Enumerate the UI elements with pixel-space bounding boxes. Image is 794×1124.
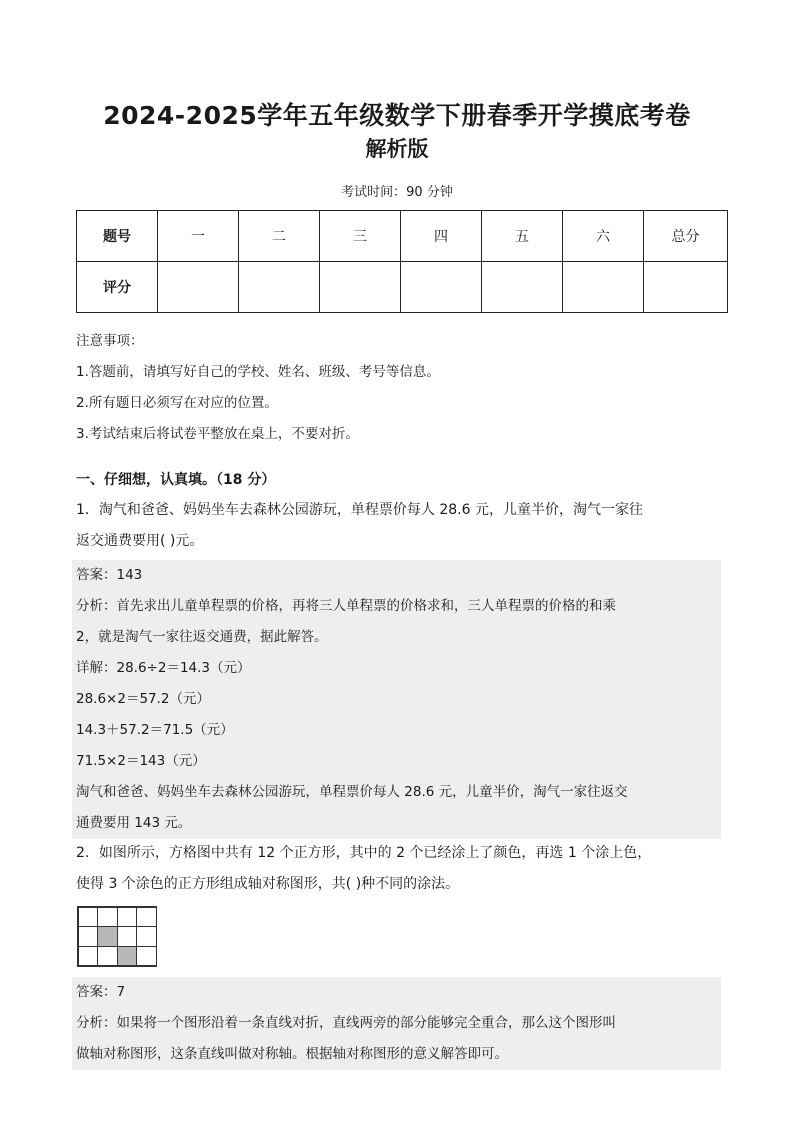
score-header-cell: 二 xyxy=(239,211,320,262)
question-2-line: 2．如图所示，方格图中共有 12 个正方形，其中的 2 个已经涂上了颜色，再选 1 个涂上色， xyxy=(76,845,652,861)
question-1-line: 1．淘气和爸爸、妈妈坐车去森林公园游玩，单程票价每人 28.6 元，儿童半价，淘气一家往 xyxy=(76,502,643,518)
score-header-cell: 总分 xyxy=(644,211,728,262)
question-2-line: 使得 3 个涂色的正方形组成轴对称图形，共( )种不同的涂法。 xyxy=(76,876,460,892)
question-1 xyxy=(76,495,721,557)
grid-square xyxy=(78,926,99,947)
grid-square xyxy=(136,907,157,928)
score-blank-cell xyxy=(239,262,320,313)
score-row-label: 评分 xyxy=(77,262,158,313)
answer-line: 2，就是淘气一家往返交通费，据此解答。 xyxy=(76,629,328,645)
grid-square xyxy=(78,907,99,928)
score-table xyxy=(76,210,728,313)
score-blank-cell xyxy=(320,262,401,313)
exam-time: 考试时间：90 分钟 xyxy=(341,185,453,200)
page-subtitle: 解析版 xyxy=(365,137,429,161)
notes-title: 注意事项： xyxy=(76,333,144,349)
grid-square xyxy=(117,907,138,928)
section-title: 一、仔细想，认真填。（18 分） xyxy=(76,472,276,488)
grid-square xyxy=(97,946,118,967)
notes-item: 2.所有题日必须写在对应的位置。 xyxy=(76,395,278,411)
answer-line: 做轴对称图形，这条直线叫做对称轴。根据轴对称图形的意义解答即可。 xyxy=(76,1046,508,1062)
answer-line: 答案：143 xyxy=(76,567,143,583)
grid-square-filled xyxy=(97,926,118,947)
answer-line: 14.3＋57.2＝71.5（元） xyxy=(76,722,234,738)
grid-square xyxy=(78,946,99,967)
score-blank-cell xyxy=(158,262,239,313)
answer-line: 28.6×2＝57.2（元） xyxy=(76,691,211,707)
score-blank-cell xyxy=(401,262,482,313)
answer-block-1 xyxy=(72,560,721,839)
notes-section xyxy=(76,331,440,455)
score-header-cell: 四 xyxy=(401,211,482,262)
answer-block-2 xyxy=(72,977,721,1070)
score-header-cell: 六 xyxy=(563,211,644,262)
page-title: 2024-2025学年五年级数学下册春季开学摸底考卷 xyxy=(103,101,691,130)
answer-line: 分析：首先求出儿童单程票的价格，再将三人单程票的价格求和，三人单程票的价格的和乘 xyxy=(76,598,616,614)
notes-item: 3.考试结束后将试卷平整放在桌上，不要对折。 xyxy=(76,426,359,442)
answer-line: 详解：28.6÷2＝14.3（元） xyxy=(76,660,251,676)
notes-item: 1.答题前，请填写好自己的学校、姓名、班级、考号等信息。 xyxy=(76,364,440,380)
answer-line: 答案：7 xyxy=(76,984,126,1000)
score-blank-cell xyxy=(482,262,563,313)
question-1-line: 返交通费要用( )元。 xyxy=(76,533,204,549)
answer-line: 通费要用 143 元。 xyxy=(76,815,192,831)
grid-square xyxy=(136,946,157,967)
score-header-cell: 五 xyxy=(482,211,563,262)
score-blank-cell xyxy=(644,262,728,313)
answer-line: 71.5×2＝143（元） xyxy=(76,753,206,769)
grid-square xyxy=(97,907,118,928)
score-header-cell: 题号 xyxy=(77,211,158,262)
answer-line: 分析：如果将一个图形沿着一条直线对折，直线两旁的部分能够完全重合，那么这个图形叫 xyxy=(76,1015,616,1031)
grid-square-filled xyxy=(117,946,138,967)
score-header-cell: 一 xyxy=(158,211,239,262)
grid-square xyxy=(117,926,138,947)
score-table-header-row xyxy=(77,211,728,262)
square-grid-figure xyxy=(77,906,157,967)
answer-line: 淘气和爸爸、妈妈坐车去森林公园游玩，单程票价每人 28.6 元，儿童半价，淘气一家往返交 xyxy=(76,784,628,800)
question-2 xyxy=(76,838,721,900)
grid-square xyxy=(136,926,157,947)
score-header-cell: 三 xyxy=(320,211,401,262)
score-blank-cell xyxy=(563,262,644,313)
score-table-score-row xyxy=(77,262,728,313)
